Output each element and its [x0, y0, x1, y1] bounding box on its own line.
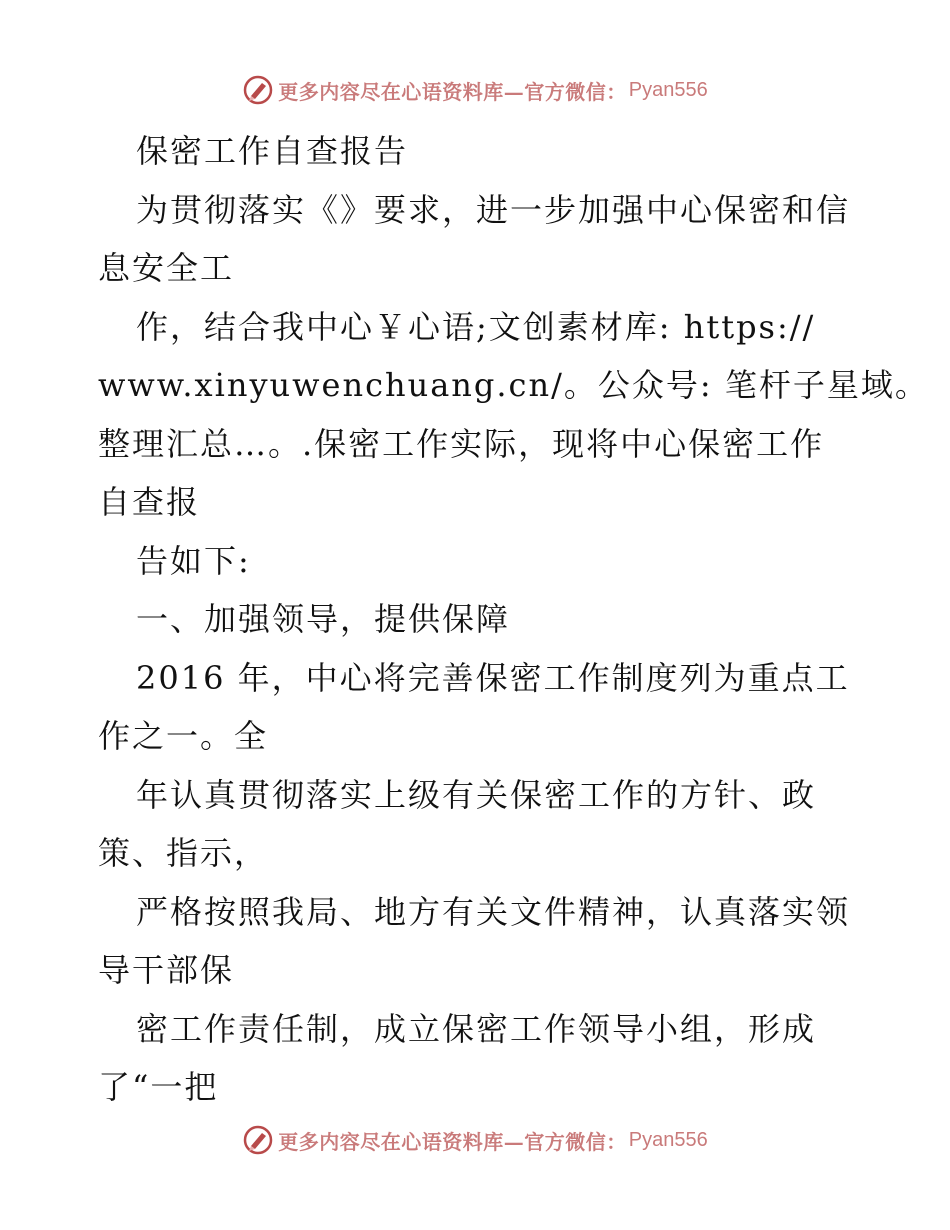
text-line: 严格按照我局、地方有关文件精神，认真落实领 — [136, 892, 851, 931]
watermark-text: 更多内容尽在心语资料库—官方微信： — [278, 79, 627, 104]
text-line: 年认真贯彻落实上级有关保密工作的方针、政 — [136, 775, 817, 814]
text-line: 了“一把 — [98, 1068, 219, 1106]
pen-logo-icon — [242, 1124, 274, 1156]
text-line: 自查报 — [98, 483, 201, 521]
text-line: 一、加强领导，提供保障 — [136, 600, 511, 638]
document-body — [98, 122, 929, 1117]
text-line: www.xinyuwenchuang.cn/。公众号: 笔杆子星域。 — [98, 366, 929, 404]
text-line: 作之一。全 — [98, 717, 269, 755]
text-line: 为贯彻落实《》要求，进一步加强中心保密和信 — [136, 190, 851, 229]
text-line: 密工作责任制，成立保密工作领导小组，形成 — [136, 1009, 817, 1048]
watermark-wechat-id: Pyan556 — [628, 1128, 708, 1151]
text-line: 作，结合我中心￥心语;文创素材库: https:// — [136, 307, 816, 346]
text-line: 2016 年，中心将完善保密工作制度列为重点工 — [136, 658, 850, 697]
text-line: 息安全工 — [98, 249, 235, 287]
watermark-banner-top — [0, 70, 950, 110]
watermark-banner-bottom — [0, 1120, 950, 1160]
text-line: 整理汇总…。.保密工作实际，现将中心保密工作 — [98, 424, 825, 463]
text-line: 策、指示， — [98, 834, 269, 872]
watermark-wechat-id: Pyan556 — [628, 78, 708, 101]
text-line: 保密工作自查报告 — [136, 132, 409, 170]
watermark-text: 更多内容尽在心语资料库—官方微信： — [278, 1129, 627, 1154]
text-line: 导干部保 — [98, 951, 235, 989]
pen-logo-icon — [242, 74, 274, 106]
text-line: 告如下: — [136, 541, 251, 580]
